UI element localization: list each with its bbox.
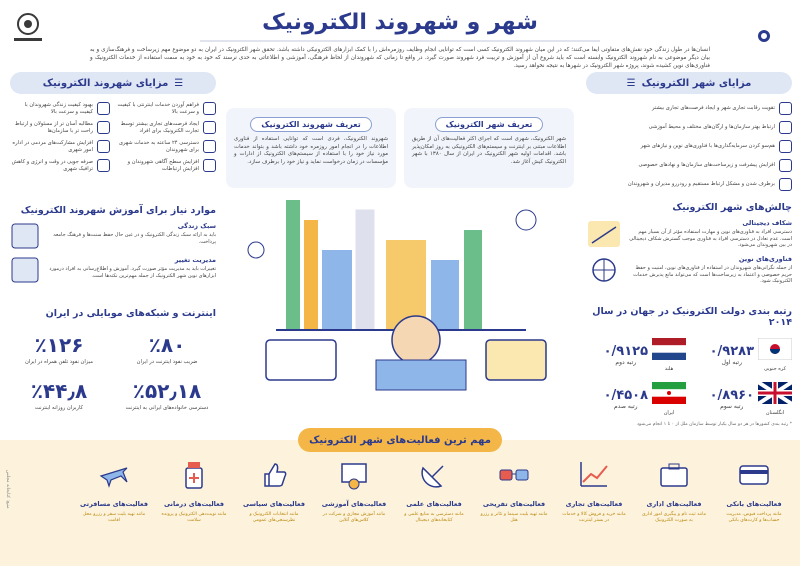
thumbs-up-icon [257, 458, 291, 492]
investment-icon [779, 140, 792, 153]
activity-item: فعالیت‌های سیاسی مانند انتخابات الکترونیک و نظرسنجی‌های عمومی [240, 458, 308, 524]
communication-icon [779, 178, 792, 191]
activity-item: فعالیت‌های درمانی مانند نوبت‌دهی الکترونیک و پرونده سلامت [160, 458, 228, 524]
def-citizen-text: شهروند الکترونیک، فردی است که توانایی استفاده از فناوری اطلاعات را در انجام امور روزمره خود داشته باشد و بتواند خدمات مورد نیاز خود را با استفاده از سیستم‌های الکترونیک از ادارات و مؤسسات در زمان درخواست نماید و نیاز خود را برطرف سازد. [234, 136, 388, 165]
awareness-icon [203, 159, 216, 172]
def-citizen-box [226, 108, 396, 188]
ranks-footnote: * رتبه بندی کشورها در هر دو سال یکبار توسط سازمان ملل از ۰ تا ۱ انجام می‌شود [637, 422, 792, 427]
list-item: مطالبه آسان تر از مسئولان و ارتباط راحت تر با سازمان‌ها [10, 121, 110, 134]
stat-household-access: ٪۵۲٫۱۸ دسترسی خانواده‌های ایرانی به اینترنت [125, 379, 209, 411]
challenges-title: چالش‌های شهر الکترونیک [672, 202, 792, 213]
source-credit: منبع: کتابخانه مجلس [5, 470, 10, 509]
benefits-citizen-section [10, 72, 216, 172]
activity-item: فعالیت‌های مسافرتی مانند تهیه بلیت سفر و رزرو محل اقامت [80, 458, 148, 524]
ranks-section [586, 306, 792, 427]
training-needs-section [10, 205, 216, 284]
stat-internet-penetration: ٪۸۰ ضریب نفوذ اینترنت در ایران [136, 333, 198, 365]
activity-item: فعالیت‌های تجاری مانند خرید و فروش کالا و خدمات در بستر اینترنت [560, 458, 628, 524]
library-logo-icon [8, 8, 48, 48]
list-item: افزایش مشارکت‌های مردمی در اداره امور شهری [10, 140, 110, 153]
stat-daily-users: ٪۴۴٫۸ کاربران روزانه اینترنت [30, 379, 88, 411]
def-city-title: تعریف شهر الکترونیک [435, 117, 544, 132]
network-icon [779, 121, 792, 134]
list-item: صرفه جویی در وقت و انرژی و کاهش ترافیک شهری [10, 159, 110, 172]
iran-flag-icon [652, 382, 686, 404]
netherlands-flag-icon [652, 338, 686, 360]
clock-icon [203, 140, 216, 153]
rank-card-netherlands: هلند ۰/۹۱۲۵ رتبه دوم [586, 338, 686, 372]
growth-chart-icon [577, 458, 611, 492]
benefits-city-title: مزایای شهر الکترونیک ☰ [586, 72, 792, 94]
activity-item: فعالیت‌های تفریحی مانند تهیه بلیت سینما و تئاتر و رزرو هتل [480, 458, 548, 524]
list-item: افزایش سطح آگاهی شهروندان و افزایش ارتباطات [116, 159, 216, 172]
traffic-icon [97, 159, 110, 172]
stat-mobile-penetration: ٪۱۲۶ میزان نفوذ تلفن همراه در ایران [24, 333, 94, 365]
ranks-title: رتبه بندی دولت الکترونیک در جهان در سال ۲۰۱۴ [592, 306, 792, 328]
certificate-icon [337, 458, 371, 492]
activity-item: فعالیت‌های آموزشی مانند آموزش مجازی و شرکت در کلاس‌های آنلاین [320, 458, 388, 524]
benefits-city-section [586, 72, 792, 191]
commerce-icon [203, 121, 216, 134]
internet-icon [203, 102, 216, 115]
list-item: افزایش پیشرفت و زیرساخت‌های سازمان‌ها و نهادهای خصوصی [586, 159, 792, 172]
3d-glasses-icon [497, 458, 531, 492]
def-citizen-title: تعریف شهروند الکترونیک [250, 117, 371, 132]
training-needs-title: موارد نیاز برای آموزش شهروند الکترونیک [20, 205, 216, 216]
airplane-icon [97, 458, 131, 492]
title-divider [200, 40, 600, 42]
bank-card-icon [737, 458, 771, 492]
training-item-text: تغییرات باید به مدیریت مؤثر صورت گیرد. آموزش و اطلاع‌رسانی به افراد درمورد ابزارهای نوین شهر الکترونیک از جمله مهم‌ترین نکته‌ها است. [49, 266, 216, 279]
def-city-box [404, 108, 574, 188]
digital-divide-icon [586, 219, 622, 249]
corner-ring-icon [758, 30, 770, 42]
list-item: تقویت رقابت تجاری شهر و ایجاد فرصت‌های تجاری بیشتر [586, 102, 792, 115]
briefcase-icon [657, 458, 691, 492]
internet-section [10, 308, 216, 411]
list-item: فراهم آوردن خدمات اینترنتی با کیفیت و سرعت بالا [116, 102, 216, 115]
internet-title: اینترنت و شبکه‌های موبایلی در ایران [45, 308, 216, 319]
benefits-citizen-title: ☰ مزایای شهروند الکترونیک [10, 72, 216, 94]
lifestyle-icon [10, 222, 40, 250]
quality-icon [97, 102, 110, 115]
rank-card-uk: انگلستان ۰/۸۹۶۰ رتبه سوم [692, 382, 792, 416]
satellite-dish-icon [417, 458, 451, 492]
list-item: هم‌سو کردن سرمایه‌گذاری‌ها با فناوری‌های نوین و نیازهای شهر [586, 140, 792, 153]
challenge-title: شکاف دیجیتالی [742, 219, 792, 227]
city-illustration [226, 190, 576, 410]
training-item-title: سبک زندگی [177, 222, 216, 230]
list-item: برطرف شدن و مشکل ارتباط مستقیم و رودررو مدیران و شهروندان [586, 178, 792, 191]
def-city-text: شهر الکترونیک، شهری است که اجرای اکثر فعالیت‌های آن از طریق اطلاعات مبتنی بر اینترنت و سیستم‌های الکترونیکی به روز امکان‌پذیر باشد. اقدامات اولیه شهر الکترونیک در ایران از سال ۱۳۸۰ با شهر الکترونیک کیش آغاز شد. [412, 136, 567, 165]
activities-title: مهم ترین فعالیت‌های شهر الکترونیک [298, 428, 502, 452]
rank-card-iran: ایران ۰/۴۵۰۸ رتبه صدم [586, 382, 686, 416]
city-icon [779, 102, 792, 115]
activity-item: فعالیت‌های بانکی مانند پرداخت قبوض، مدیریت حساب‌ها و کارت‌های بانکی [720, 458, 788, 524]
participation-icon [97, 140, 110, 153]
rank-card-korea: کره جنوبی ۰/۹۲۸۳ رتبه اول [692, 338, 792, 372]
intro-paragraph: انسان‌ها در طول زندگی خود نقش‌های متفاوتی ایفا می‌کنند؛ که در این میان شهروند الکترونیک کسی است که توانایی انجام وظایف روزمره‌اش را با کمک ابزارهای الکترونیکی داشته باشد. تحقق شهر الکترونیک در ایران به دو موضوع مهم زیرساخت و فرهنگ‌سازی و به بیان دیگر موضوعی به نام شهروند الکترونیک وابسته است که باید شروع آن از آموزش و تربیت فرد شهروند صورت گیرد. در واقع تا زمانی که شهروندان از لحاظ فرهنگی، آموزشی و اطلاعاتی به حدی نرسند که خود به خود به سمت استفاده از خدمات الکترونیک و فناوری‌های نوین کشیده شوند، پروژه شهر الکترونیک در شهرها به نتیجه نخواهد رسید. [90, 47, 710, 69]
globe-icon [586, 255, 622, 285]
challenge-text: از جمله نگرانی‌های شهروندان در استفاده از فناوری‌های نوین، امنیت و حفظ حریم خصوصی و اعتماد به زیرساخت‌ها است که می‌تواند مانع پذیرش خدمات الکترونیک شود. [633, 265, 792, 284]
change-management-icon [10, 256, 40, 284]
list-item: ایجاد فرصت‌های تجاری بیشتر توسط تجارت الکترونیک برای افراد [116, 121, 216, 134]
activity-item: فعالیت‌های علمی مانند دسترسی به منابع علمی و کتابخانه‌های دیجیتال [400, 458, 468, 524]
training-item-title: مدیریت تغییر [174, 256, 216, 264]
challenge-text: دسترسی افراد به فناوری‌های نوین و مهارت استفاده مؤثر از آن بسیار مهم است. عدم تعادل در دسترسی افراد به فناوری موجب گسترش شکاف دیجیتالی در بین شهروندان می‌شود. [629, 229, 792, 248]
officials-icon [97, 121, 110, 134]
infrastructure-icon [779, 159, 792, 172]
list-item: دسترسی ۲۴ ساعته به خدمات شهری برای شهروندان [116, 140, 216, 153]
activity-item: فعالیت‌های اداری مانند ثبت نام و پیگیری امور اداری به صورت الکترونیک [640, 458, 708, 524]
training-item-text: باید به ارائه سبک زندگی الکترونیک و در عین حال حفظ سنت‌ها و فرهنگ جامعه پرداخت. [53, 232, 216, 245]
page-title: شهر و شهروند الکترونیک [262, 10, 538, 35]
list-item: ارتباط بهتر سازمان‌ها و ارگان‌های مختلف و محیط آموزشی [586, 121, 792, 134]
list-item: بهبود کیفیت زندگی شهروندان با کیفیت و سرعت بالا [10, 102, 110, 115]
uk-flag-icon [758, 382, 792, 404]
medicine-bottle-icon [177, 458, 211, 492]
challenge-title: فناوری‌های نوین [738, 255, 792, 263]
south-korea-flag-icon [758, 338, 792, 360]
challenges-section [586, 202, 792, 285]
